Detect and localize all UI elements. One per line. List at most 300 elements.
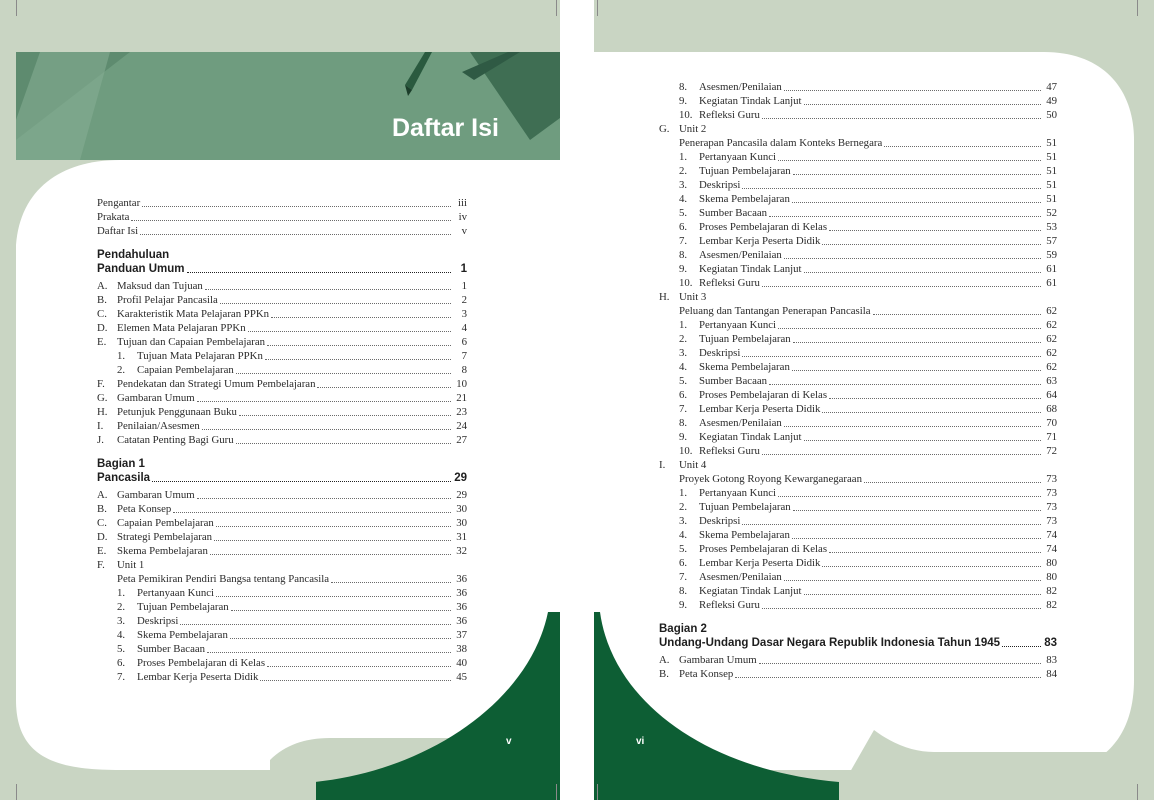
toc-entry-text: Asesmen/Penilaian bbox=[699, 249, 782, 261]
toc-entry-text: Kegiatan Tindak Lanjut bbox=[699, 95, 802, 107]
toc-page-number: 74 bbox=[1046, 543, 1057, 555]
toc-page-number: 4 bbox=[461, 322, 467, 334]
toc-entry-text: Proses Pembelajaran di Kelas bbox=[699, 221, 828, 233]
dot-leader bbox=[792, 202, 1041, 203]
toc-page-number: 27 bbox=[456, 434, 467, 446]
toc-page-number: 64 bbox=[1046, 389, 1057, 401]
toc-index: H. bbox=[659, 291, 670, 303]
toc-page-number: 32 bbox=[456, 545, 467, 557]
dot-leader bbox=[231, 610, 451, 611]
toc-row[interactable] bbox=[659, 374, 1057, 388]
dot-leader bbox=[792, 370, 1041, 371]
toc-index: 7. bbox=[679, 235, 688, 247]
toc-row[interactable] bbox=[97, 210, 467, 224]
toc-row[interactable] bbox=[659, 206, 1057, 220]
section-title-text: Panduan Umum bbox=[97, 263, 185, 275]
toc-index: 1. bbox=[117, 350, 126, 362]
toc-index: E. bbox=[97, 545, 107, 557]
bagian1-list bbox=[97, 488, 467, 684]
toc-index: 10. bbox=[679, 445, 693, 457]
toc-entry-text: Elemen Mata Pelajaran PPKn bbox=[117, 322, 246, 334]
toc-entry-text: Skema Pembelajaran bbox=[699, 361, 790, 373]
toc-row[interactable] bbox=[97, 628, 467, 642]
toc-row[interactable] bbox=[659, 458, 1057, 472]
toc-page-number: 8 bbox=[461, 364, 467, 376]
toc-index: 8. bbox=[679, 249, 688, 261]
dot-leader bbox=[742, 524, 1041, 525]
toc-page-number: 57 bbox=[1046, 235, 1057, 247]
dot-leader bbox=[197, 498, 451, 499]
toc-entry-text: Deskripsi bbox=[699, 515, 741, 527]
toc-index: 9. bbox=[679, 599, 688, 611]
toc-row[interactable] bbox=[659, 500, 1057, 514]
dot-leader bbox=[216, 596, 451, 597]
toc-entry-text: Deskripsi bbox=[699, 179, 741, 191]
section-heading-text: Bagian 1 bbox=[97, 458, 145, 470]
toc-index: 4. bbox=[117, 629, 126, 641]
toc-index: 9. bbox=[679, 95, 688, 107]
toc-page-number: 36 bbox=[456, 587, 467, 599]
toc-entry-text: Proses Pembelajaran di Kelas bbox=[137, 657, 266, 669]
toc-index: 5. bbox=[679, 543, 688, 555]
toc-row[interactable] bbox=[659, 318, 1057, 332]
bagian2-list bbox=[659, 653, 1057, 681]
toc-page-number: 72 bbox=[1046, 445, 1057, 457]
toc-index: 9. bbox=[679, 431, 688, 443]
toc-page-number: 36 bbox=[456, 615, 467, 627]
toc-page-number: 31 bbox=[456, 531, 467, 543]
dot-leader bbox=[210, 554, 451, 555]
section-heading bbox=[659, 622, 1057, 636]
toc-row[interactable] bbox=[97, 391, 467, 405]
toc-row[interactable] bbox=[97, 544, 467, 558]
toc-row[interactable] bbox=[659, 178, 1057, 192]
toc-entry-text: Penerapan Pancasila dalam Konteks Bernegara bbox=[679, 137, 883, 149]
toc-index: 4. bbox=[679, 193, 688, 205]
toc-index: 8. bbox=[679, 585, 688, 597]
toc-right bbox=[659, 80, 1057, 681]
toc-row[interactable] bbox=[659, 486, 1057, 500]
toc-page-number: 23 bbox=[456, 406, 467, 418]
toc-index: 6. bbox=[679, 557, 688, 569]
toc-index: A. bbox=[659, 654, 670, 666]
toc-row[interactable] bbox=[659, 598, 1057, 612]
toc-row[interactable] bbox=[97, 586, 467, 600]
toc-entry-text: Lembar Kerja Peserta Didik bbox=[699, 403, 821, 415]
front-matter-list bbox=[97, 196, 467, 238]
toc-row[interactable] bbox=[97, 335, 467, 349]
toc-page-number: 74 bbox=[1046, 529, 1057, 541]
toc-index: 2. bbox=[679, 501, 688, 513]
toc-row[interactable] bbox=[659, 556, 1057, 570]
toc-row[interactable] bbox=[97, 488, 467, 502]
section-title-row[interactable] bbox=[659, 636, 1057, 650]
crop-mark bbox=[16, 0, 17, 16]
toc-entry-text: Kegiatan Tindak Lanjut bbox=[699, 263, 802, 275]
toc-row[interactable] bbox=[659, 94, 1057, 108]
page-number: v bbox=[506, 736, 512, 747]
crop-mark bbox=[556, 784, 557, 800]
toc-page-number: 1 bbox=[460, 263, 467, 275]
toc-page-number: 73 bbox=[1046, 515, 1057, 527]
toc-page-number: 24 bbox=[456, 420, 467, 432]
page-title: Daftar Isi bbox=[392, 114, 499, 142]
toc-index: I. bbox=[659, 459, 666, 471]
toc-entry-text: Tujuan Pembelajaran bbox=[699, 165, 791, 177]
page-number: vi bbox=[636, 736, 645, 747]
toc-page-number: 2 bbox=[461, 294, 467, 306]
toc-page-number: 21 bbox=[456, 392, 467, 404]
toc-row[interactable] bbox=[659, 472, 1057, 486]
dot-leader bbox=[239, 415, 451, 416]
toc-row[interactable] bbox=[659, 416, 1057, 430]
dot-leader bbox=[792, 538, 1041, 539]
toc-entry-text: Petunjuk Penggunaan Buku bbox=[117, 406, 237, 418]
gutter bbox=[560, 0, 594, 800]
toc-page-number: v bbox=[461, 225, 467, 237]
toc-row[interactable] bbox=[659, 584, 1057, 598]
toc-index: 7. bbox=[117, 671, 126, 683]
toc-index: B. bbox=[97, 503, 107, 515]
toc-entry-text: Karakteristik Mata Pelajaran PPKn bbox=[117, 308, 270, 320]
toc-row[interactable] bbox=[97, 502, 467, 516]
toc-entry-text: Refleksi Guru bbox=[699, 445, 760, 457]
toc-row[interactable] bbox=[659, 388, 1057, 402]
toc-row[interactable] bbox=[659, 332, 1057, 346]
dot-leader bbox=[236, 443, 451, 444]
toc-row[interactable] bbox=[659, 304, 1057, 318]
toc-row[interactable] bbox=[97, 363, 467, 377]
toc-page-number: 30 bbox=[456, 517, 467, 529]
toc-row[interactable] bbox=[97, 670, 467, 684]
dot-leader bbox=[784, 90, 1041, 91]
crop-mark bbox=[1137, 784, 1138, 800]
toc-entry-text: Strategi Pembelajaran bbox=[117, 531, 213, 543]
toc-row[interactable] bbox=[97, 600, 467, 614]
toc-index: 6. bbox=[679, 221, 688, 233]
dot-leader bbox=[173, 512, 451, 513]
toc-entry-text: Penilaian/Asesmen bbox=[117, 420, 200, 432]
dot-leader bbox=[317, 387, 451, 388]
toc-index: 10. bbox=[679, 277, 693, 289]
toc-page-number: 29 bbox=[454, 472, 467, 484]
toc-index: F. bbox=[97, 378, 105, 390]
dot-leader bbox=[804, 594, 1041, 595]
toc-row[interactable] bbox=[659, 276, 1057, 290]
toc-row[interactable] bbox=[659, 80, 1057, 94]
toc-index: 10. bbox=[679, 109, 693, 121]
toc-row[interactable] bbox=[659, 220, 1057, 234]
toc-row[interactable] bbox=[97, 293, 467, 307]
toc-entry-text: Profil Pelajar Pancasila bbox=[117, 294, 218, 306]
dot-leader bbox=[829, 398, 1041, 399]
toc-entry-text: Unit 3 bbox=[679, 291, 707, 303]
toc-row[interactable] bbox=[659, 122, 1057, 136]
section-title-row[interactable] bbox=[97, 471, 467, 485]
toc-row[interactable] bbox=[659, 248, 1057, 262]
toc-entry-text: Tujuan Pembelajaran bbox=[699, 501, 791, 513]
toc-index: 7. bbox=[679, 403, 688, 415]
toc-entry-text: Pengantar bbox=[97, 197, 141, 209]
toc-entry-text: Asesmen/Penilaian bbox=[699, 571, 782, 583]
toc-index: H. bbox=[97, 406, 108, 418]
toc-entry-text: Capaian Pembelajaran bbox=[117, 517, 214, 529]
toc-page-number: iv bbox=[458, 211, 467, 223]
toc-page-number: 36 bbox=[456, 601, 467, 613]
dot-leader bbox=[248, 331, 451, 332]
toc-row[interactable] bbox=[659, 653, 1057, 667]
toc-row[interactable] bbox=[97, 377, 467, 391]
dot-leader bbox=[762, 608, 1041, 609]
toc-page-number: 83 bbox=[1044, 637, 1057, 649]
toc-page-number: 51 bbox=[1046, 179, 1057, 191]
toc-index: 2. bbox=[679, 165, 688, 177]
dot-leader bbox=[829, 230, 1041, 231]
toc-row[interactable] bbox=[97, 656, 467, 670]
toc-page-number: 61 bbox=[1046, 263, 1057, 275]
toc-index: 3. bbox=[117, 615, 126, 627]
pendahuluan-list bbox=[97, 279, 467, 447]
toc-entry-text: Unit 4 bbox=[679, 459, 707, 471]
toc-index: 5. bbox=[117, 643, 126, 655]
toc-page-number: 73 bbox=[1046, 487, 1057, 499]
dot-leader bbox=[804, 440, 1041, 441]
dot-leader bbox=[762, 118, 1041, 119]
right-page bbox=[594, 0, 1154, 800]
toc-entry-text: Tujuan Mata Pelajaran PPKn bbox=[137, 350, 263, 362]
toc-entry-text: Pertanyaan Kunci bbox=[699, 487, 777, 499]
crop-mark bbox=[16, 784, 17, 800]
toc-row[interactable] bbox=[97, 419, 467, 433]
toc-row[interactable] bbox=[659, 430, 1057, 444]
toc-index: 3. bbox=[679, 179, 688, 191]
toc-row[interactable] bbox=[97, 558, 467, 572]
crop-mark bbox=[1137, 0, 1138, 16]
toc-index: 2. bbox=[117, 601, 126, 613]
toc-row[interactable] bbox=[659, 108, 1057, 122]
toc-index: 3. bbox=[679, 347, 688, 359]
section-title-text: Pancasila bbox=[97, 472, 151, 484]
dot-leader bbox=[778, 328, 1041, 329]
toc-index: 5. bbox=[679, 207, 688, 219]
toc-row[interactable] bbox=[659, 514, 1057, 528]
toc-index: G. bbox=[659, 123, 670, 135]
dot-leader bbox=[230, 638, 451, 639]
toc-row[interactable] bbox=[97, 307, 467, 321]
dot-leader bbox=[778, 160, 1041, 161]
section-title-text: Undang-Undang Dasar Negara Republik Indonesia Tahun 1945 bbox=[659, 637, 1001, 649]
section-title-row[interactable] bbox=[97, 262, 467, 276]
toc-page-number: 51 bbox=[1046, 151, 1057, 163]
toc-index: 6. bbox=[117, 657, 126, 669]
toc-row[interactable] bbox=[659, 192, 1057, 206]
toc-row[interactable] bbox=[659, 528, 1057, 542]
toc-entry-text: Sumber Bacaan bbox=[137, 643, 206, 655]
toc-row[interactable] bbox=[659, 164, 1057, 178]
toc-entry-text: Refleksi Guru bbox=[699, 277, 760, 289]
toc-entry-text: Kegiatan Tindak Lanjut bbox=[699, 431, 802, 443]
toc-index: I. bbox=[97, 420, 104, 432]
toc-index: F. bbox=[97, 559, 105, 571]
dot-leader bbox=[331, 582, 451, 583]
toc-row[interactable] bbox=[97, 321, 467, 335]
toc-index: J. bbox=[97, 434, 104, 446]
dot-leader bbox=[202, 429, 451, 430]
toc-page-number: 36 bbox=[456, 573, 467, 585]
toc-page-number: 50 bbox=[1046, 109, 1057, 121]
toc-row[interactable] bbox=[659, 346, 1057, 360]
toc-row[interactable] bbox=[97, 224, 467, 238]
dot-leader bbox=[793, 174, 1041, 175]
toc-entry-text: Proyek Gotong Royong Kewarganegaraan bbox=[679, 473, 862, 485]
toc-row[interactable] bbox=[659, 234, 1057, 248]
left-page bbox=[0, 0, 560, 800]
toc-page-number: 29 bbox=[456, 489, 467, 501]
toc-page-number: 80 bbox=[1046, 557, 1057, 569]
toc-entry-text: Skema Pembelajaran bbox=[117, 545, 208, 557]
toc-entry-text: Lembar Kerja Peserta Didik bbox=[699, 235, 821, 247]
toc-page-number: 73 bbox=[1046, 473, 1057, 485]
toc-page-number: 71 bbox=[1046, 431, 1057, 443]
dot-leader bbox=[822, 244, 1041, 245]
toc-entry-text: Asesmen/Penilaian bbox=[699, 81, 782, 93]
toc-index: B. bbox=[659, 668, 669, 680]
crop-mark bbox=[556, 0, 557, 16]
toc-index: D. bbox=[97, 322, 108, 334]
dot-leader bbox=[762, 454, 1041, 455]
dot-leader bbox=[207, 652, 451, 653]
toc-row[interactable] bbox=[97, 405, 467, 419]
toc-row[interactable] bbox=[659, 570, 1057, 584]
dot-leader bbox=[864, 482, 1041, 483]
toc-page-number: 62 bbox=[1046, 305, 1057, 317]
dot-leader bbox=[822, 412, 1041, 413]
toc-entry-text: Peta Pemikiran Pendiri Bangsa tentang Pancasila bbox=[117, 573, 329, 585]
toc-page-number: 53 bbox=[1046, 221, 1057, 233]
dot-leader bbox=[778, 496, 1041, 497]
toc-entry-text: Gambaran Umum bbox=[679, 654, 757, 666]
toc-page-number: 62 bbox=[1046, 319, 1057, 331]
toc-entry-text: Proses Pembelajaran di Kelas bbox=[699, 543, 828, 555]
toc-index: C. bbox=[97, 517, 107, 529]
toc-row[interactable] bbox=[659, 262, 1057, 276]
toc-page-number: 38 bbox=[456, 643, 467, 655]
toc-page-number: 7 bbox=[461, 350, 467, 362]
toc-entry-text: Unit 1 bbox=[117, 559, 145, 571]
dot-leader bbox=[735, 677, 1041, 678]
toc-entry-text: Lembar Kerja Peserta Didik bbox=[699, 557, 821, 569]
toc-row[interactable] bbox=[97, 572, 467, 586]
toc-row[interactable] bbox=[659, 542, 1057, 556]
toc-page-number: 6 bbox=[461, 336, 467, 348]
toc-index: D. bbox=[97, 531, 108, 543]
toc-entry-text: Kegiatan Tindak Lanjut bbox=[699, 585, 802, 597]
toc-index: 6. bbox=[679, 389, 688, 401]
toc-page-number: 62 bbox=[1046, 361, 1057, 373]
dot-leader bbox=[267, 666, 451, 667]
crop-mark bbox=[597, 0, 598, 16]
toc-entry-text: Peta Konsep bbox=[117, 503, 172, 515]
toc-entry-text: Peluang dan Tantangan Penerapan Pancasila bbox=[679, 305, 871, 317]
crop-mark bbox=[597, 784, 598, 800]
toc-row[interactable] bbox=[659, 444, 1057, 458]
toc-entry-text: Sumber Bacaan bbox=[699, 207, 768, 219]
toc-page-number: 51 bbox=[1046, 137, 1057, 149]
toc-entry-text: Tujuan dan Capaian Pembelajaran bbox=[117, 336, 266, 348]
dot-leader bbox=[742, 356, 1041, 357]
toc-page-number: 62 bbox=[1046, 333, 1057, 345]
toc-row[interactable] bbox=[659, 136, 1057, 150]
toc-index: 8. bbox=[679, 417, 688, 429]
toc-row[interactable] bbox=[659, 150, 1057, 164]
toc-page-number: 82 bbox=[1046, 599, 1057, 611]
toc-entry-text: Capaian Pembelajaran bbox=[137, 364, 234, 376]
dot-leader bbox=[884, 146, 1041, 147]
dot-leader bbox=[220, 303, 451, 304]
toc-entry-text: Daftar Isi bbox=[97, 225, 139, 237]
dot-leader bbox=[267, 345, 451, 346]
toc-entry-text: Deskripsi bbox=[137, 615, 179, 627]
toc-row[interactable] bbox=[97, 349, 467, 363]
toc-page-number: 63 bbox=[1046, 375, 1057, 387]
toc-row[interactable] bbox=[97, 614, 467, 628]
toc-entry-text: Pertanyaan Kunci bbox=[137, 587, 215, 599]
dot-leader bbox=[197, 401, 451, 402]
toc-page-number: 70 bbox=[1046, 417, 1057, 429]
toc-index: B. bbox=[97, 294, 107, 306]
toc-row[interactable] bbox=[659, 402, 1057, 416]
dot-leader bbox=[873, 314, 1041, 315]
toc-index: 1. bbox=[679, 487, 688, 499]
toc-entry-text: Asesmen/Penilaian bbox=[699, 417, 782, 429]
toc-row[interactable] bbox=[97, 196, 467, 210]
section-heading-text: Pendahuluan bbox=[97, 249, 170, 261]
toc-entry-text: Proses Pembelajaran di Kelas bbox=[699, 389, 828, 401]
toc-entry-text: Sumber Bacaan bbox=[699, 375, 768, 387]
toc-row[interactable] bbox=[97, 433, 467, 447]
toc-row[interactable] bbox=[97, 530, 467, 544]
dot-leader bbox=[784, 580, 1041, 581]
toc-index: 2. bbox=[117, 364, 126, 376]
toc-page-number: 37 bbox=[456, 629, 467, 641]
toc-index: 1. bbox=[117, 587, 126, 599]
toc-index: 3. bbox=[679, 515, 688, 527]
toc-row[interactable] bbox=[97, 642, 467, 656]
toc-entry-text: Pendekatan dan Strategi Umum Pembelajaran bbox=[117, 378, 316, 390]
dot-leader bbox=[762, 286, 1041, 287]
dot-leader bbox=[822, 566, 1041, 567]
toc-entry-text: Unit 2 bbox=[679, 123, 707, 135]
toc-entry-text: Pertanyaan Kunci bbox=[699, 319, 777, 331]
toc-page-number: 84 bbox=[1046, 668, 1057, 680]
toc-row[interactable] bbox=[97, 279, 467, 293]
toc-row[interactable] bbox=[97, 516, 467, 530]
dot-leader bbox=[180, 624, 451, 625]
toc-entry-text: Skema Pembelajaran bbox=[699, 193, 790, 205]
toc-entry-text: Skema Pembelajaran bbox=[137, 629, 228, 641]
toc-index: 2. bbox=[679, 333, 688, 345]
dot-leader bbox=[804, 104, 1041, 105]
toc-index: 8. bbox=[679, 81, 688, 93]
section-heading-text: Bagian 2 bbox=[659, 623, 707, 635]
toc-entry-text: Deskripsi bbox=[699, 347, 741, 359]
toc-row[interactable] bbox=[659, 667, 1057, 681]
toc-entry-text: Catatan Penting Bagi Guru bbox=[117, 434, 234, 446]
toc-page-number: 51 bbox=[1046, 165, 1057, 177]
dot-leader bbox=[216, 526, 451, 527]
toc-row[interactable] bbox=[659, 360, 1057, 374]
toc-row[interactable] bbox=[659, 290, 1057, 304]
